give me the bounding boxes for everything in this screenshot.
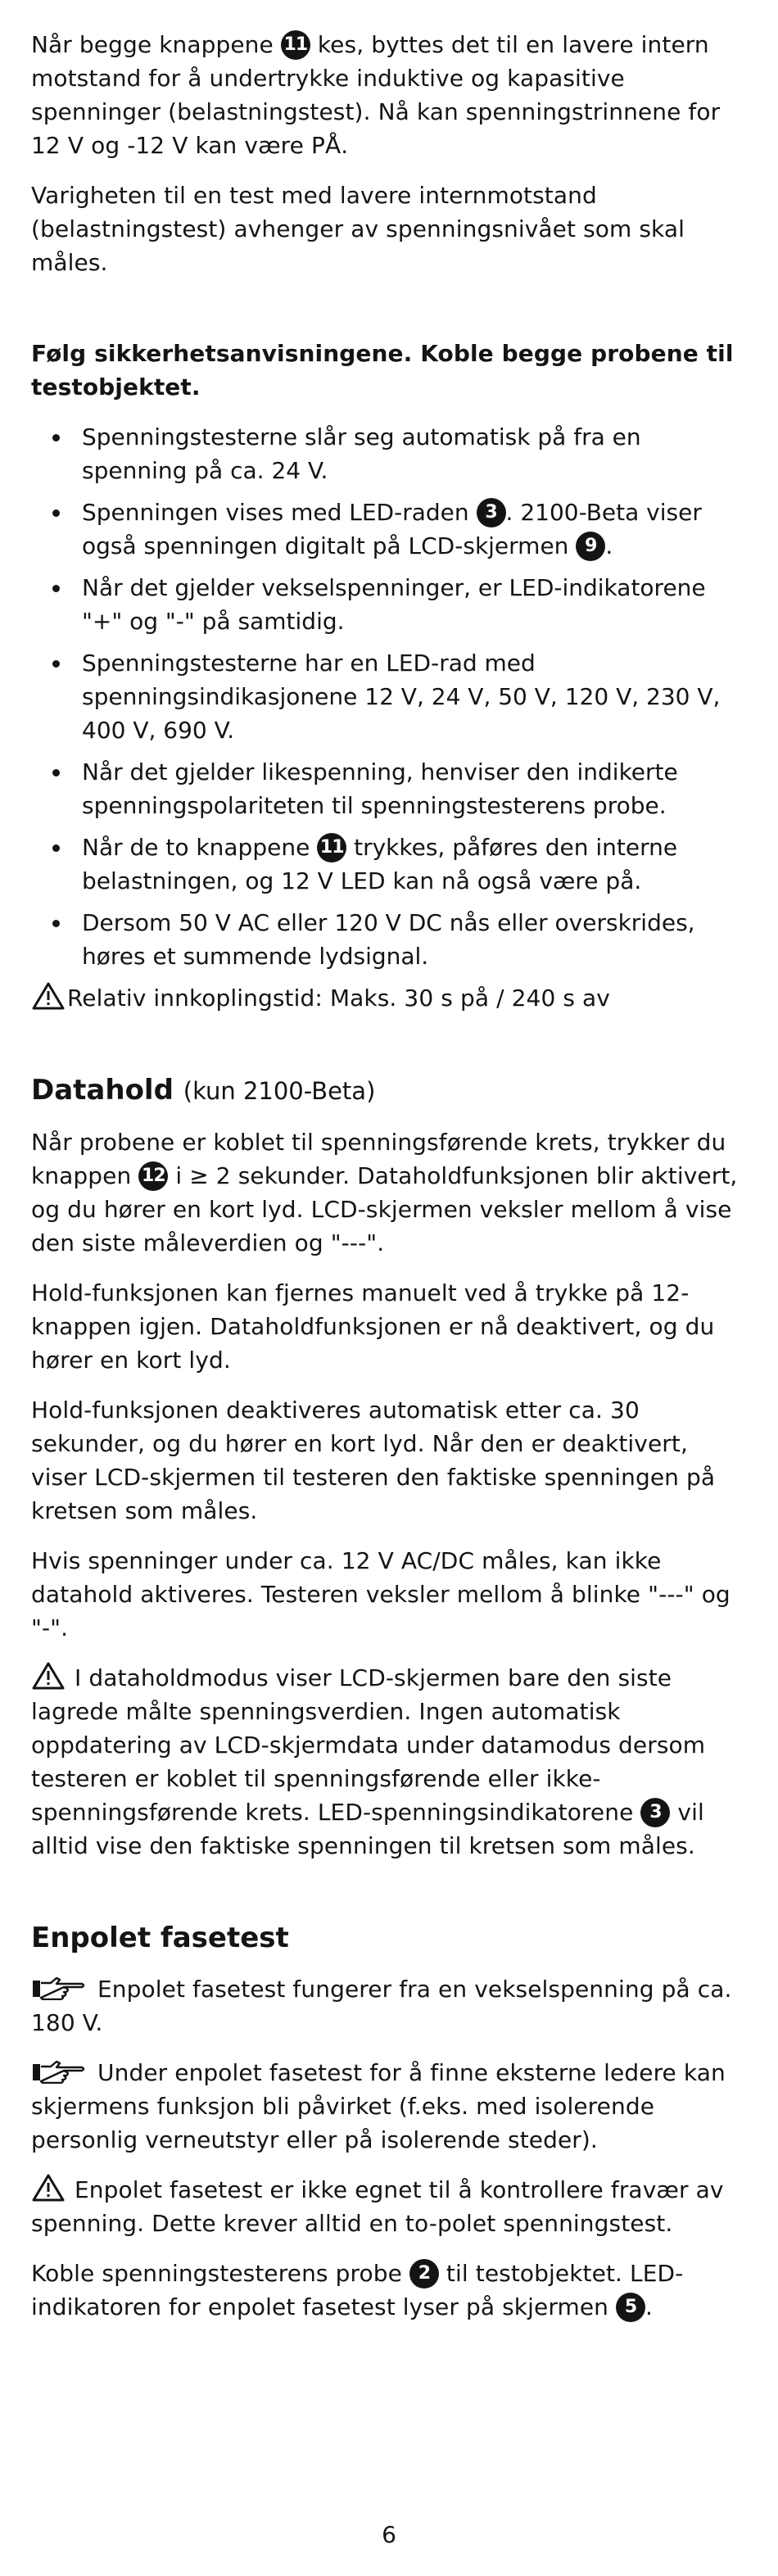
callout-number-badge: 12: [138, 1161, 168, 1191]
text-run: Koble spenningstesterens probe: [31, 2260, 409, 2287]
text-run: . 2100-Beta viser også spenningen digitalt på LCD-skjermen: [82, 499, 702, 559]
text-run: .: [605, 532, 613, 559]
pointing-hand-icon: [31, 1976, 88, 2000]
phase-warning: [31, 2173, 745, 2240]
section-title-phase-test: Enpolet fasetest: [31, 1922, 289, 1954]
text-run: til testobjektet. LED-indikatoren for enpolet fasetest lyser på skjermen: [31, 2260, 684, 2320]
warning-text: Relativ innkoplingstid: Maks. 30 s på / 240 s av: [67, 985, 610, 1012]
safety-heading: Følg sikkerhetsanvisningene. Koble begge probene til testobjektet.: [31, 340, 734, 401]
intro-paragraph-2: Varigheten til en test med lavere internmotstand (belastningstest) avhenger av spenningsnivået som skal måles.: [31, 182, 685, 276]
text-run: Enpolet fasetest fungerer fra en vekselspenning på ca. 180 V.: [31, 1976, 732, 2036]
list-item: Når det gjelder vekselspenninger, er LED-indikatorene "+" og "-" på samtidig.: [31, 571, 745, 638]
warning-triangle-icon: [31, 981, 66, 1011]
list-item: [31, 831, 745, 898]
manual-page: [31, 28, 745, 2340]
section-title-note: (kun 2100-Beta): [183, 1077, 376, 1105]
section-title-text: Datahold: [31, 1074, 174, 1107]
intro-paragraph-1: [31, 28, 745, 162]
list-item: Spenningstesterne slår seg automatisk på fra en spenning på ca. 24 V.: [31, 420, 745, 487]
list-item: Når det gjelder likespenning, henviser den indikerte spenningspolariteten til spenningstesterens probe.: [31, 755, 745, 822]
section-title-datahold: [31, 1072, 745, 1109]
text-run: I dataholdmodus viser LCD-skjermen bare den siste lagrede målte spenningsverdien. Ingen automatisk oppdatering av LCD-skjermdata under datamodus dersom testeren er koblet til spenningsførende eller ikke-spenningsførende krets. LED-spenningsindikatorene: [31, 1664, 706, 1826]
text-run: Spenningen vises med LED-raden: [82, 499, 477, 526]
callout-number-badge: 3: [640, 1798, 670, 1827]
list-item: [31, 496, 745, 563]
datahold-warning: [31, 1661, 745, 1863]
text-run: Når begge knappene: [31, 31, 281, 58]
list-item: Dersom 50 V AC eller 120 V DC nås eller overskrides, høres et summende lydsignal.: [31, 906, 745, 973]
page-number: 6: [382, 2521, 396, 2548]
callout-number-badge: 11: [317, 833, 346, 862]
safety-bullet-list: [31, 420, 745, 973]
warning-triangle-icon: [31, 2173, 66, 2203]
text-run: trykkes, påføres den interne belastningen, og 12 V LED kan nå også være på.: [82, 834, 678, 894]
datahold-paragraph-2: Hold-funksjonen kan fjernes manuelt ved å trykke på 12-knappen igjen. Dataholdfunksjonen er nå deaktivert, og du hører en kort lyd.: [31, 1279, 715, 1374]
callout-number-badge: 2: [409, 2259, 439, 2289]
duty-cycle-warning: [31, 981, 745, 1015]
list-item: Spenningstesterne har en LED-rad med spenningsindikasjonene 12 V, 24 V, 50 V, 120 V, 230 V, 400 V, 690 V.: [31, 646, 745, 747]
callout-number-badge: 3: [477, 498, 506, 527]
phase-paragraph: [31, 2257, 745, 2324]
text-run: Når probene er koblet til spenningsførende krets, trykker du knappen: [31, 1129, 726, 1189]
text-run: Enpolet fasetest er ikke egnet til å kontrollere fravær av spenning. Dette krever alltid en to-polet spenningstest.: [31, 2176, 724, 2237]
text-run: Under enpolet fasetest for å finne eksterne ledere kan skjermens funksjon bli påvirket (f.eks. med isolerende personlig verneutstyr eller på isolerende steder).: [31, 2059, 726, 2153]
text-run: kes, byttes det til en lavere intern motstand for å undertrykke induktive og kapasitive spenninger (belastningstest). Nå kan spenningstrinnene for 12 V og -12 V kan være PÅ.: [31, 31, 721, 159]
datahold-paragraph-4: Hvis spenninger under ca. 12 V AC/DC måles, kan ikke datahold aktiveres. Testeren veksler mellom å blinke "---" og "-".: [31, 1547, 731, 1641]
text-run: vil alltid vise den faktiske spenningen til kretsen som måles.: [31, 1799, 704, 1859]
datahold-paragraph-1: [31, 1125, 745, 1260]
datahold-paragraph-3: Hold-funksjonen deaktiveres automatisk etter ca. 30 sekunder, og du hører en kort lyd. Når den er deaktivert, viser LCD-skjermen til testeren den faktiske spenningen på kretsen som måles.: [31, 1397, 716, 1524]
callout-number-badge: 11: [281, 30, 310, 60]
text-run: .: [645, 2293, 654, 2320]
text-run: i ≥ 2 sekunder. Dataholdfunksjonen blir aktivert, og du hører en kort lyd. LCD-skjermen veksler mellom å vise den siste måleverdien og "---".: [31, 1162, 738, 1256]
phase-note-1: [31, 1972, 745, 2040]
callout-number-badge: 5: [616, 2293, 645, 2322]
warning-triangle-icon: [31, 1661, 66, 1691]
phase-note-2: [31, 2056, 745, 2157]
callout-number-badge: 9: [576, 532, 605, 561]
text-run: Når de to knappene: [82, 834, 318, 861]
pointing-hand-icon: [31, 2059, 88, 2084]
